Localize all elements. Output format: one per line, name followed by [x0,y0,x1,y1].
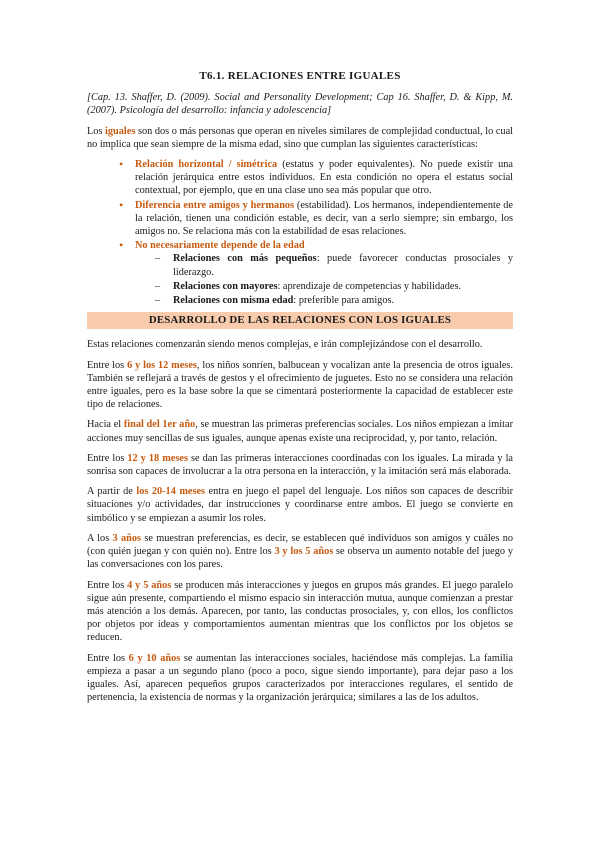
stage-paragraph: Entre los 12 y 18 meses se dan las primeras interacciones coordinadas con los iguales. La mirada y la sonrisa son capaces de involucrar a la otra persona en la interacción, y la imitación será más elaborada. [87,452,514,478]
stage-paragraph: A partir de los 20-14 meses entra en juego el papel del lenguaje. Los niños son capaces de describir situaciones y/o actividades, dar instrucciones y coordinarse entre ambos. El juego se convierte en simbólico y se empiezan a asumir los roles. [87,486,514,524]
list-item: • Relación horizontal / simétrica (estatus y poder equivalentes). No puede existir una relación jerárquica entre estos individuos. En esta condición no opera el estatus social contextual, por ejemplo, que en una clase uno sea más popular que otro. [135,158,513,198]
highlight-term: 12 y 18 meses [127,452,188,464]
highlight-term: los 20-14 meses [136,486,206,498]
intro-paragraph: Los iguales son dos o más personas que operan en niveles similares de complejidad conductual, lo cual no implica que sean siempre de la misma edad, sino que cumplan las siguientes características: [87,125,514,150]
page-title: T6.1. RELACIONES ENTRE IGUALES [199,70,401,82]
highlight-term: 3 años [112,532,142,544]
stage-paragraph: Entre los 6 y los 12 meses, los niños sonríen, balbucean y vocalizan ante la presencia de otros iguales. También se reflejará a través de gestos y el ofrecimiento de juguetes. Esto no se considera una relación entre iguales, pero es la base sobre la que se cimentará posteriormente la capacidad de establecer este tipo de relaciones. [87,359,514,411]
sublist-item: – Relaciones con misma edad: preferible para amigos. [173,294,513,307]
stage-paragraph: Entre los 4 y 5 años se producen más interacciones y juegos en grupos más grandes. El juego paralelo sigue aún presente, compartiendo el mismo espacio sin interacción mutua, aunque comienzan a prestar más atención a los demás. Aparecen, por tanto, las conductas prosociales, y, con ellos, los conflictos por objetos por ideas y comportamientos aumentan mientras que los conflictos por los objetos se reducen. [87,579,513,644]
stage-paragraph: A los 3 años se muestran preferencias, es decir, se establecen qué individuos son amigos y cuáles no (con quién juegan y con quién no). Entre los 3 y los 5 años se observa un aumento notable del juego y las conversaciones con los pares. [87,532,514,571]
sublist-item: – Relaciones con más pequeños: puede favorecer conductas prosociales y liderazgo. [173,252,513,278]
highlight-term: 4 y 5 años [127,579,172,591]
stage-paragraph: Hacia el final del 1er año, se muestran las primeras preferencias sociales. Los niños empiezan a imitar acciones muy sencillas de sus iguales, aunque apenas existe una reciprocidad, y, por tanto, relación. [87,419,513,444]
highlight-term: 6 y los 12 meses [127,359,197,371]
highlight-term: final del 1er año [123,419,196,431]
highlight-term: iguales [105,125,136,137]
characteristics-list [87,158,513,307]
age-relations-sublist [135,252,513,307]
highlight-term: 6 y 10 años [128,652,181,664]
stage-paragraph: Entre los 6 y 10 años se aumentan las interacciones sociales, haciéndose más complejas. La familia empieza a pasar a un segundo plano (poco a poco, sigue siendo importante), para dejar paso a los iguales. Así, aparecen pequeños grupos caracterizados por interacciones regulares, el sentido de pertenencia, la existencia de normas y la organización jerárquica; similares a las de los adultos. [87,652,513,704]
list-item: • Diferencia entre amigos y hermanos (estabilidad). Los hermanos, independientemente de la relación, tienen una condición estable, es decir, van a serlo siempre; sin embargo, los amigos no. Se relaciona más con la estabilidad de esas relaciones. [135,199,513,239]
citation: [Cap. 13. Shaffer, D. (2009). Social and Personality Development; Cap 16. Shaffer, D. & Kipp, M. (2007). Psicología del desarrollo: infancia y adolescencia] [87,92,513,117]
sublist-item: – Relaciones con mayores: aprendizaje de competencias y habilidades. [173,280,513,293]
section-intro: Estas relaciones comenzarán siendo menos complejas, e irán complejizándose con el desarrollo. [87,339,483,351]
list-item: • No necesariamente depende de la edad – Relaciones con más pequeños: puede favorecer conductas prosociales y liderazgo. – Relaciones con mayores: aprendizaje de competencias y habilidades. – Relaciones con misma edad: preferible para amigos. [135,239,513,307]
section-heading: DESARROLLO DE LAS RELACIONES CON LOS IGUALES [87,312,513,329]
highlight-term: 3 y los 5 años [274,546,334,558]
